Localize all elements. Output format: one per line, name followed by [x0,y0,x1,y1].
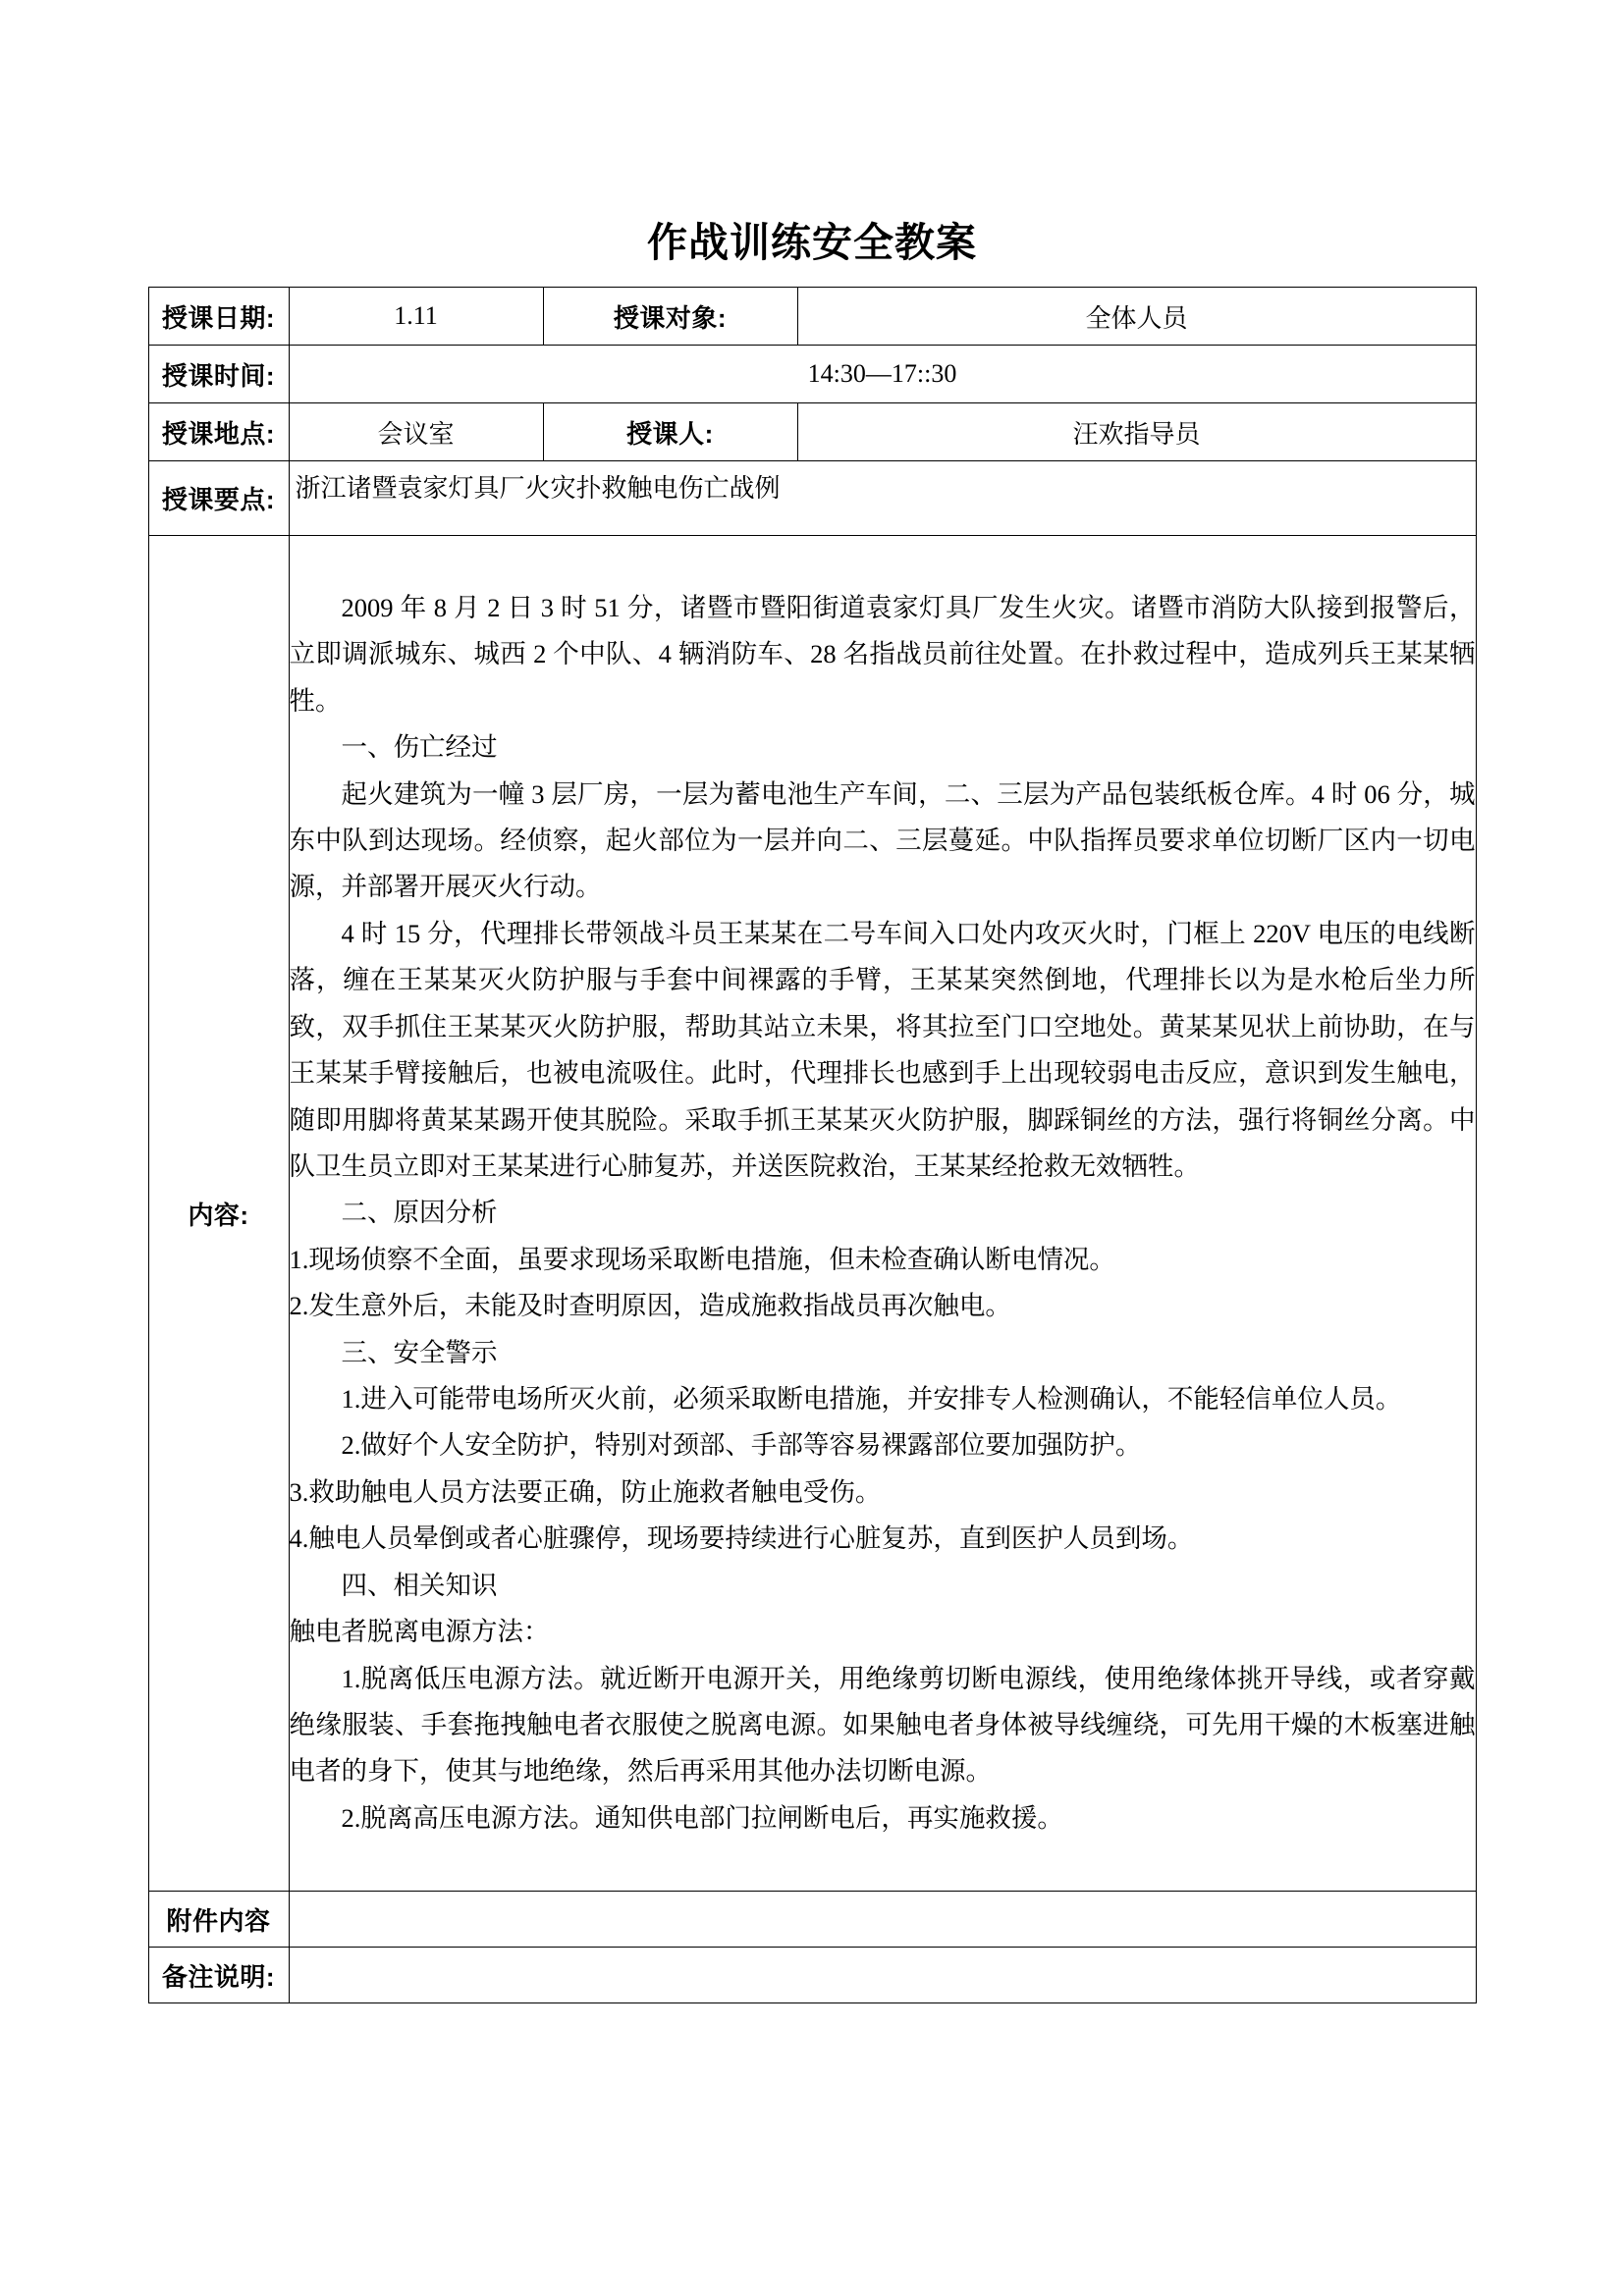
cell-time-value[interactable] [289,346,1476,403]
content-paragraph: 一、伤亡经过 [341,732,498,763]
cell-place-label [148,403,289,461]
content-paragraph: 四、相关知识 [341,1570,498,1600]
cell-place-value[interactable] [289,403,543,461]
audience-value: 全体人员 [1085,303,1188,333]
remark-value [290,1948,1476,2002]
content-paragraph: 2.做好个人安全防护，特别对颈部、手部等容易裸露部位要加强防护。 [341,1430,1142,1461]
date-label: 授课日期: [161,302,276,333]
content-paragraph: 触电者脱离电源方法： [289,1617,550,1647]
teacher-label: 授课人: [626,418,714,449]
content-paragraph: 2.脱离高压电源方法。通知供电部门拉闸断电后，再实施救援。 [341,1802,1063,1833]
teacher-value: 汪欢指导员 [1072,419,1201,449]
content-paragraph: 4.触电人员晕倒或者心脏骤停，现场要持续进行心脏复苏，直到医护人员到场。 [289,1523,1194,1554]
content-label: 内容: [188,1200,249,1230]
time-label: 授课时间: [161,360,276,391]
content-paragraph: 二、原因分析 [341,1198,498,1228]
cell-date-value[interactable] [289,288,543,346]
table-row-place [148,403,1476,461]
cell-audience-value[interactable] [797,288,1476,346]
table-row-time [148,346,1476,403]
cell-keypoint-value[interactable] [289,461,1476,536]
cell-remark-label [148,1948,289,2003]
cell-audience-label [543,288,797,346]
date-value: 1.11 [394,301,438,331]
audience-label: 授课对象: [613,302,728,333]
cell-content-body[interactable] [289,536,1476,1892]
page-title: 作战训练安全教案 [647,220,977,265]
lesson-plan-table [148,287,1477,2003]
cell-remark-value[interactable] [289,1948,1476,2003]
remark-label: 备注说明: [161,1961,276,1992]
time-value: 14:30—17::30 [807,359,957,389]
content-paragraphs [290,585,1476,1842]
content-paragraph: 2009 年 8 月 2 日 3 时 51 分，诸暨市暨阳街道袁家灯具厂发生火灾。诸暨市消防大队接到报警后，立即调派城东、城西 2 个中队、4 辆消防车、28 名指战员前往处置。在扑救过程中，造成列兵王某某牺牲。 [289,592,1476,716]
table-row-attachment [148,1892,1476,1948]
cell-attachment-label [148,1892,289,1948]
table-row-keypoint [148,461,1476,536]
keypoint-value: 浙江诸暨袁家灯具厂火灾扑救触电伤亡战例 [295,474,781,504]
content-paragraph: 三、安全警示 [341,1337,498,1367]
content-paragraph: 3.救助触电人员方法要正确，防止施救者触电受伤。 [289,1476,882,1507]
cell-date-label [148,288,289,346]
attachment-value [290,1892,1476,1947]
attachment-label: 附件内容 [166,1905,271,1936]
content-paragraph: 1.现场侦察不全面，虽要求现场采取断电措施，但未检查确认断电情况。 [289,1244,1115,1274]
table-row-date [148,288,1476,346]
cell-content-label [148,536,289,1892]
keypoint-label: 授课要点: [161,485,276,515]
cell-teacher-value[interactable] [797,403,1476,461]
cell-time-label [148,346,289,403]
content-paragraph: 4 时 15 分，代理排长带领战斗员王某某在二号车间入口处内攻灭火时，门框上 220V 电压的电线断落，缠在王某某灭火防护服与手套中间裸露的手臂，王某某突然倒地，代理排长以为是水枪后坐力所致，双手抓住王某某灭火防护服，帮助其站立未果，将其拉至门口空地处。黄某某见状上前协助，在与王某某手臂接触后，也被电流吸住。此时，代理排长也感到手上出现较弱电击反应，意识到发生触电，随即用脚将黄某某踢开使其脱险。采取手抓王某某灭火防护服，脚踩铜丝的方法，强行将铜丝分离。中队卫生员立即对王某某进行心肺复苏，并送医院救治，王某某经抢救无效牺牲。 [289,918,1476,1181]
table-row-remark [148,1948,1476,2003]
cell-attachment-value[interactable] [289,1892,1476,1948]
content-paragraph: 起火建筑为一幢 3 层厂房，一层为蓄电池生产车间，二、三层为产品包装纸板仓库。4 时 06 分，城东中队到达现场。经侦察，起火部位为一层并向二、三层蔓延。中队指挥员要求单位切断厂区内一切电源，并部署开展灭火行动。 [289,778,1476,902]
place-label: 授课地点: [161,418,276,449]
table-row-content [148,536,1476,1892]
cell-teacher-label [543,403,797,461]
content-paragraph: 2.发生意外后，未能及时查明原因，造成施救指战员再次触电。 [289,1291,1011,1321]
place-value: 会议室 [377,419,455,449]
content-paragraph: 1.进入可能带电场所灭火前，必须采取断电措施，并安排专人检测确认，不能轻信单位人员。 [341,1384,1402,1415]
content-paragraph: 1.脱离低压电源方法。就近断开电源开关，用绝缘剪切断电源线，使用绝缘体挑开导线，或者穿戴绝缘服装、手套拖拽触电者衣服使之脱离电源。如果触电者身体被导线缠绕，可先用干燥的木板塞进触电者的身下，使其与地绝缘，然后再采用其他办法切断电源。 [289,1663,1476,1787]
cell-keypoint-label [148,461,289,536]
